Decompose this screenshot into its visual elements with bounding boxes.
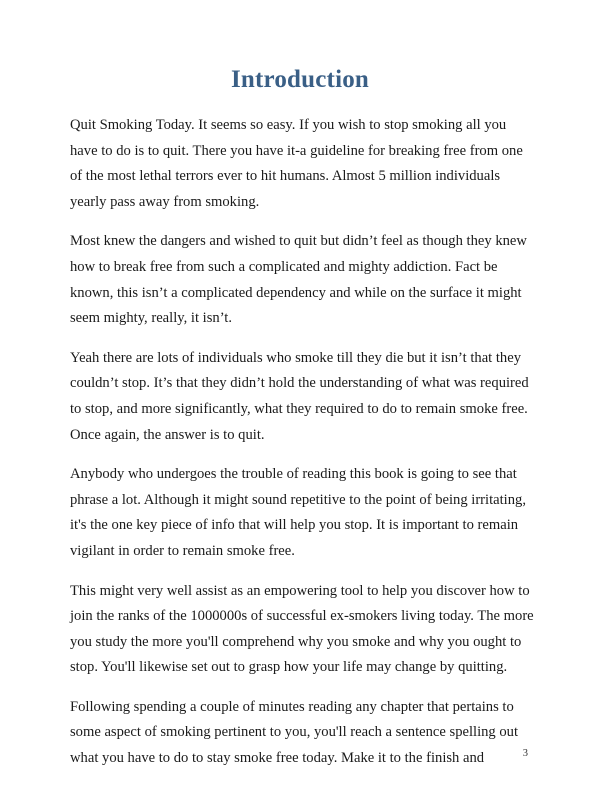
- paragraph-5: This might very well assist as an empowering tool to help you discover how to join the ranks of the 1000000s of successful ex-smokers living today. The more you study the more you'll comprehend why you smoke and why you ought to stop. You'll likewise set out to grasp how your life may change by quitting.: [70, 582, 534, 676]
- paragraph-2: Most knew the dangers and wished to quit but didn’t feel as though they knew how to break free from such a complicated and mighty addiction. Fact be known, this isn’t a complicated dependency and while on the surface it might seem mighty, really, it isn’t.: [70, 233, 527, 327]
- page-title: Introduction: [230, 66, 370, 93]
- paragraph-1: Quit Smoking Today. It seems so easy. If you wish to stop smoking all you have to do is to quit. There you have it-a guideline for breaking free from one of the most lethal terrors ever to hit humans. Almost 5 million individuals yearly pass away from smoking.: [70, 117, 523, 210]
- paragraph-6: Following spending a couple of minutes reading any chapter that pertains to some aspect of smoking pertinent to you, you'll reach a sentence spelling out what you have to do to stay smoke free today. Make it to the finish and: [70, 698, 519, 767]
- paragraph-3: Yeah there are lots of individuals who smoke till they die but it isn’t that they couldn’t stop. It’s that they didn’t hold the understanding of what was required to stop, and more significantly, what they required to do to remain smoke free. Once again, the answer is to quit.: [70, 349, 529, 443]
- paragraph-4: Anybody who undergoes the trouble of reading this book is going to see that phrase a lot. Although it might sound repetitive to the point of being irritating, it's the one key piece of info that will help you stop. It is important to remain vigilant in order to remain smoke free.: [70, 466, 526, 559]
- page-number: 3: [522, 748, 528, 759]
- body-text: [70, 113, 535, 786]
